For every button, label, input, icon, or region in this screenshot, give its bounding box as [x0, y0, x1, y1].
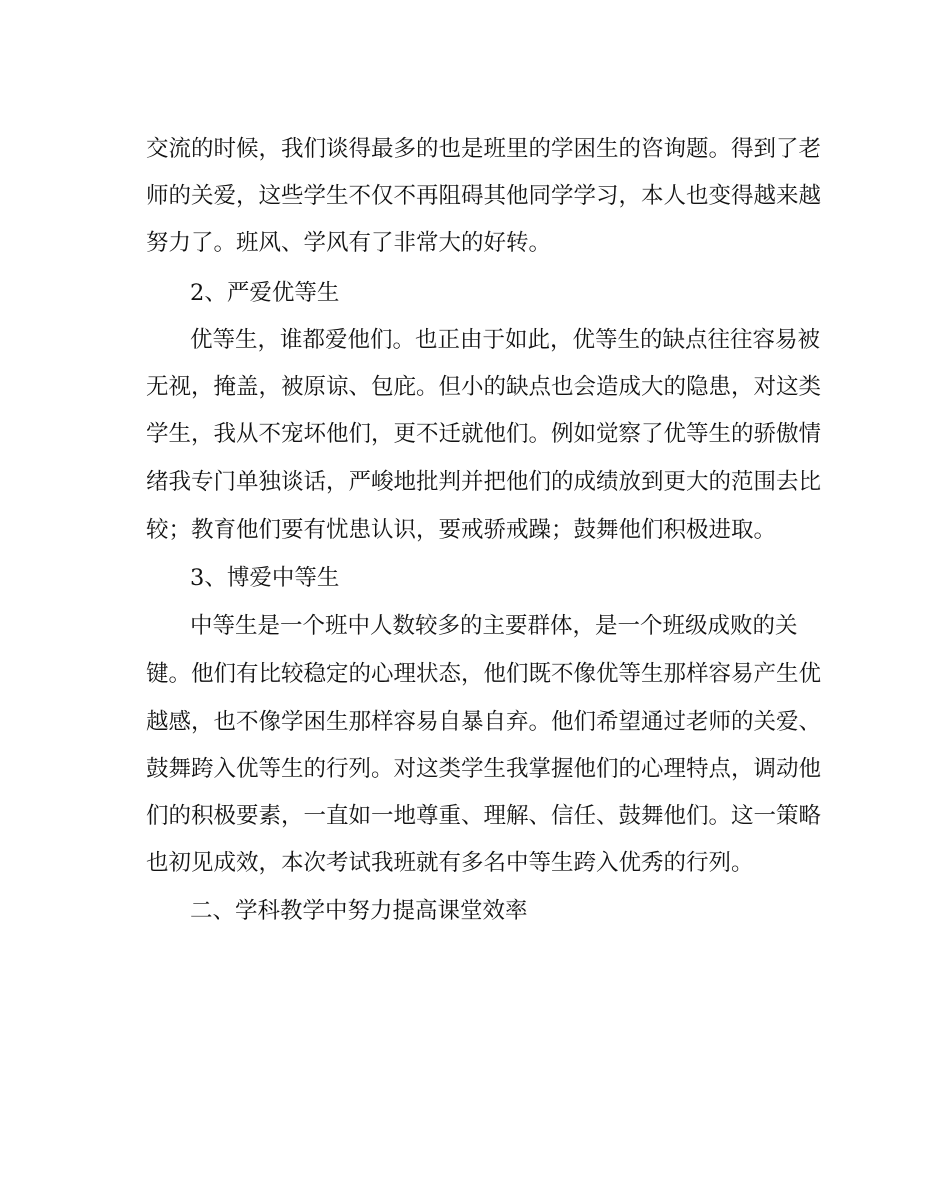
paragraph-line: 无视，掩盖，被原谅、包庇。但小的缺点也会造成大的隐患，对这类	[146, 374, 822, 400]
paragraph-line: 也初见成效，本次考试我班就有多名中等生跨入优秀的行列。	[146, 850, 754, 876]
paragraph-line: 学生，我从不宠坏他们，更不迁就他们。例如觉察了优等生的骄傲情	[146, 421, 822, 447]
paragraph-line: 优等生，谁都爱他们。也正由于如此，优等生的缺点往往容易被	[190, 327, 821, 353]
paragraph-line: 师的关爱，这些学生不仅不再阻碍其他同学学习，本人也变得越来越	[146, 183, 822, 209]
section-heading: 3、博爱中等生	[190, 565, 340, 591]
paragraph-line: 越感，也不像学困生那样容易自暴自弃。他们希望通过老师的关爱、	[146, 709, 822, 735]
paragraph-line: 较；教育他们要有忧患认识，要戒骄戒躁；鼓舞他们积极进取。	[146, 517, 777, 543]
paragraph-line: 努力了。班风、学风有了非常大的好转。	[146, 230, 552, 256]
paragraph-line: 中等生是一个班中人数较多的主要群体，是一个班级成败的关	[190, 613, 798, 639]
section-heading: 二、学科教学中努力提高课堂效率	[190, 898, 528, 924]
paragraph-line: 交流的时候，我们谈得最多的也是班里的学困生的咨询题。得到了老	[146, 136, 822, 162]
paragraph-line: 绪我专门单独谈话，严峻地批判并把他们的成绩放到更大的范围去比	[146, 469, 822, 495]
section-heading: 2、严爱优等生	[190, 280, 340, 306]
paragraph-line: 们的积极要素，一直如一地尊重、理解、信任、鼓舞他们。这一策略	[146, 803, 822, 829]
paragraph-line: 鼓舞跨入优等生的行列。对这类学生我掌握他们的心理特点，调动他	[146, 756, 822, 782]
paragraph-line: 键。他们有比较稳定的心理状态，他们既不像优等生那样容易产生优	[146, 661, 822, 687]
